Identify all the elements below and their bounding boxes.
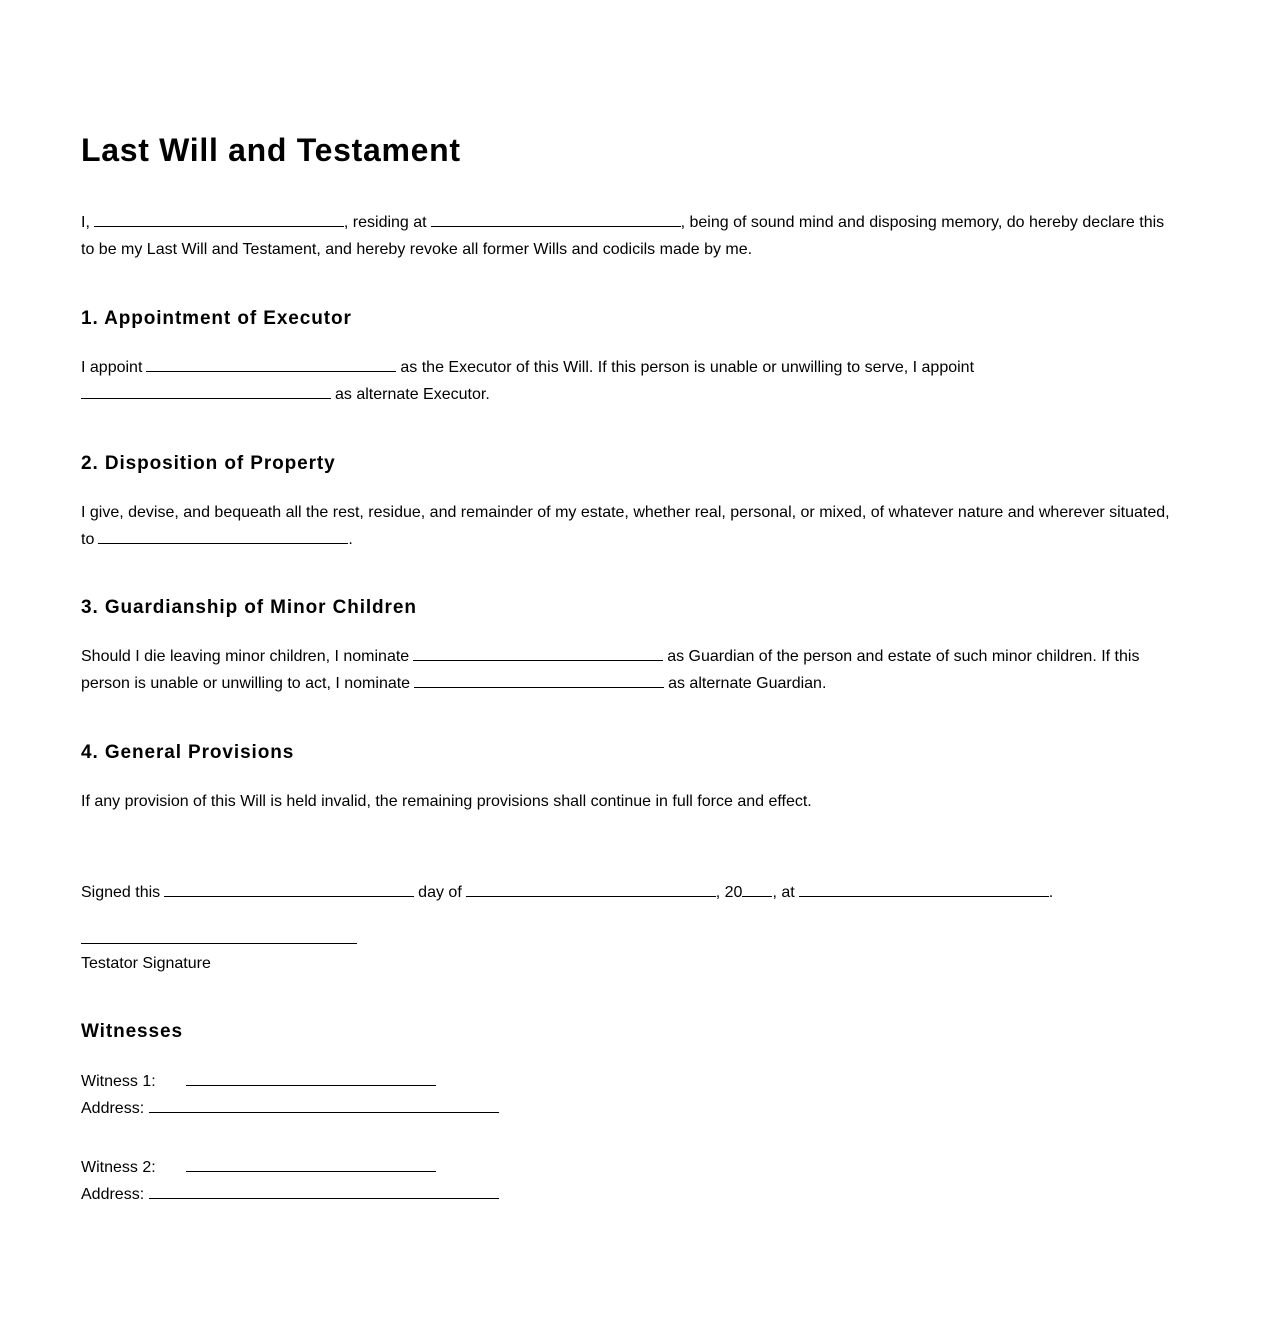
executor-text-3: as alternate Executor. <box>335 386 490 403</box>
general-paragraph: If any provision of this Will is held invalid, the remaining provisions shall continue in full force and effect. <box>81 793 812 810</box>
section-heading-executor: 1. Appointment of Executor <box>81 308 352 329</box>
signing-text-2: day of <box>418 884 462 901</box>
property-text-2: . <box>348 531 353 548</box>
executor-paragraph <box>81 354 1176 408</box>
executor-text-2: as the Executor of this Will. If this person is unable or unwilling to serve, I appoint <box>400 359 975 376</box>
alternate-executor-blank[interactable] <box>81 397 331 399</box>
intro-paragraph <box>81 209 1176 263</box>
testator-residence-blank[interactable] <box>431 225 681 227</box>
witness-1-name-blank[interactable] <box>186 1085 436 1086</box>
section-heading-general: 4. General Provisions <box>81 742 295 763</box>
property-text-1: I give, devise, and bequeath all the rest, residue, and remainder of my estate, whether real, personal, or mixed, of whatever nature and wherever situated, to <box>81 504 1170 548</box>
beneficiary-blank[interactable] <box>98 542 348 544</box>
witness-2-label: Witness 2: <box>81 1159 156 1176</box>
intro-text-3: , being of sound mind and disposing memory, do hereby declare this to be my Last Will and Testament, and hereby revoke all former Wills and codicils made by me. <box>81 214 1165 258</box>
signing-text-1: Signed this <box>81 884 161 901</box>
executor-text-1: I appoint <box>81 359 143 376</box>
witness-1-address-row <box>81 1099 144 1119</box>
guardianship-text-3: as alternate Guardian. <box>668 675 827 692</box>
testator-signature-line[interactable] <box>81 943 357 944</box>
testator-name-blank[interactable] <box>94 225 344 227</box>
guardianship-text-2: as Guardian of the person and estate of such minor children. If this person is unable or unwilling to act, I nominate <box>81 648 1140 692</box>
signing-line <box>81 879 1176 906</box>
executor-name-blank[interactable] <box>146 370 396 372</box>
document-title: Last Will and Testament <box>81 132 461 168</box>
witness-1-address-blank[interactable] <box>149 1112 499 1113</box>
guardian-name-blank[interactable] <box>413 659 663 661</box>
witnesses-heading: Witnesses <box>81 1021 183 1042</box>
witness-2-name-row <box>81 1158 156 1178</box>
witness-1-name-row <box>81 1072 156 1092</box>
signing-year-blank[interactable] <box>742 895 772 897</box>
witness-1-label: Witness 1: <box>81 1073 156 1090</box>
witness-2-address-label: Address: <box>81 1186 145 1203</box>
signing-month-blank[interactable] <box>466 895 716 897</box>
witness-2-name-blank[interactable] <box>186 1171 436 1172</box>
section-heading-property: 2. Disposition of Property <box>81 453 336 474</box>
signing-text-4: , at <box>772 884 795 901</box>
witness-2-address-row <box>81 1185 144 1205</box>
property-paragraph <box>81 499 1176 553</box>
guardianship-text-1: Should I die leaving minor children, I nominate <box>81 648 410 665</box>
witness-1-address-label: Address: <box>81 1100 145 1117</box>
section-heading-guardianship: 3. Guardianship of Minor Children <box>81 597 417 618</box>
intro-text-1: I, <box>81 214 90 231</box>
testator-signature-label: Testator Signature <box>81 955 211 972</box>
guardianship-paragraph <box>81 643 1176 697</box>
alternate-guardian-blank[interactable] <box>414 686 664 688</box>
witness-2-address-blank[interactable] <box>149 1198 499 1199</box>
signing-day-blank[interactable] <box>164 895 414 897</box>
signing-text-3: , 20 <box>715 884 743 901</box>
signing-place-blank[interactable] <box>799 895 1049 897</box>
signing-text-5: . <box>1048 884 1054 901</box>
intro-text-2: , residing at <box>343 214 427 231</box>
